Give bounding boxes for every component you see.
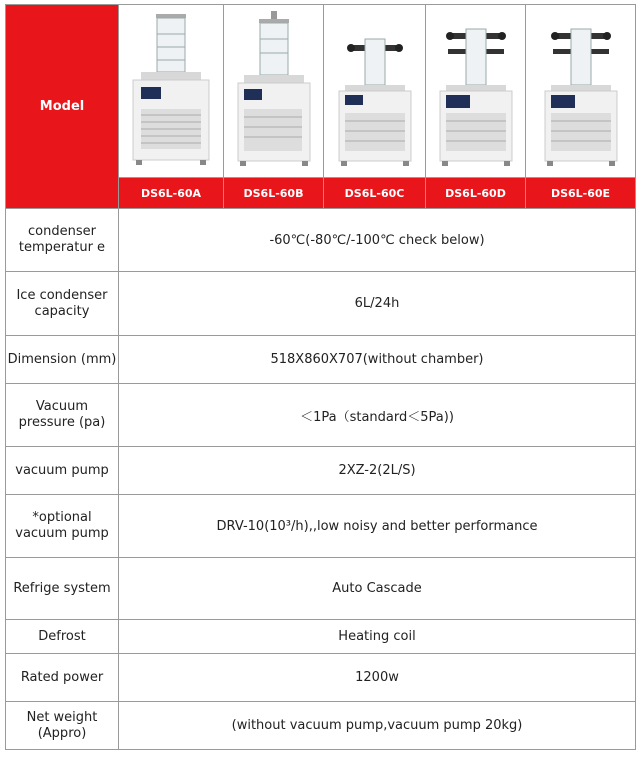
product-image-c	[324, 5, 426, 178]
spec-table	[5, 4, 636, 750]
freeze-dryer-tall-tower-image	[226, 9, 322, 174]
spec-row	[6, 384, 636, 447]
spec-value: (without vacuum pump,vacuum pump 20kg)	[119, 702, 636, 750]
spec-label: Ice condenser capacity	[6, 272, 119, 336]
spec-value: DRV-10(10³/h),,low noisy and better performance	[119, 495, 636, 558]
spec-row	[6, 272, 636, 336]
spec-row	[6, 558, 636, 620]
spec-label: Defrost	[6, 620, 119, 654]
spec-row	[6, 209, 636, 272]
spec-label: *optional vacuum pump	[6, 495, 119, 558]
spec-value: 2XZ-2(2L/S)	[119, 447, 636, 495]
freeze-dryer-tower-image	[121, 9, 221, 174]
model-label: Model	[39, 99, 85, 114]
product-image-e	[526, 5, 636, 178]
spec-label: Rated power	[6, 654, 119, 702]
freeze-dryer-tall-manifold-image	[430, 9, 522, 174]
spec-value: -60℃(-80℃/-100℃ check below)	[119, 209, 636, 272]
spec-row	[6, 620, 636, 654]
freeze-dryer-manifold-image	[329, 9, 421, 174]
spec-label: Vacuum pressure (pa)	[6, 384, 119, 447]
product-image-a	[119, 5, 224, 178]
model-image-row	[6, 5, 636, 178]
product-image-b	[224, 5, 324, 178]
spec-label: Dimension (mm)	[6, 336, 119, 384]
spec-label: Net weight (Appro)	[6, 702, 119, 750]
spec-row	[6, 702, 636, 750]
model-header-cell	[6, 5, 119, 209]
model-name: DS6L-60C	[324, 178, 426, 209]
model-name: DS6L-60A	[119, 178, 224, 209]
spec-value: 518X860X707(without chamber)	[119, 336, 636, 384]
freeze-dryer-tall-manifold-image	[535, 9, 627, 174]
spec-row	[6, 495, 636, 558]
spec-row	[6, 336, 636, 384]
spec-label: Refrige system	[6, 558, 119, 620]
model-name: DS6L-60B	[224, 178, 324, 209]
spec-label: condenser temperatur e	[6, 209, 119, 272]
spec-value: 1200w	[119, 654, 636, 702]
spec-value: Auto Cascade	[119, 558, 636, 620]
spec-value: Heating coil	[119, 620, 636, 654]
spec-row	[6, 654, 636, 702]
spec-value: 6L/24h	[119, 272, 636, 336]
spec-row	[6, 447, 636, 495]
model-name: DS6L-60D	[426, 178, 526, 209]
product-image-d	[426, 5, 526, 178]
spec-value: ＜1Pa（standard＜5Pa))	[119, 384, 636, 447]
model-name: DS6L-60E	[526, 178, 636, 209]
spec-label: vacuum pump	[6, 447, 119, 495]
